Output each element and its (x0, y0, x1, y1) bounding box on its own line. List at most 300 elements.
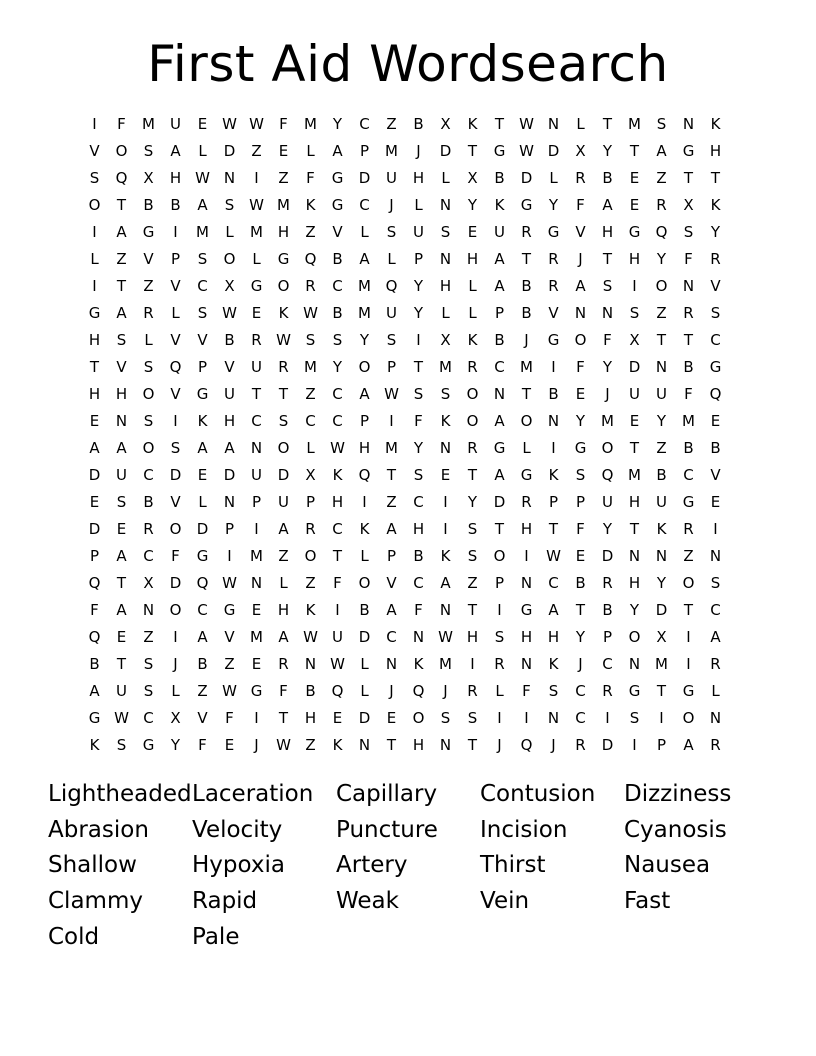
grid-letter[interactable]: O (277, 277, 290, 295)
grid-letter[interactable]: T (467, 142, 478, 160)
grid-letter[interactable]: D (439, 142, 452, 160)
grid-letter[interactable]: S (143, 142, 154, 160)
grid-letter[interactable]: L (387, 250, 396, 268)
grid-letter[interactable]: J (497, 736, 502, 754)
grid-letter[interactable]: C (710, 601, 721, 619)
grid-letter[interactable]: R (683, 520, 694, 538)
grid-letter[interactable]: G (331, 196, 344, 214)
grid-letter[interactable]: A (548, 601, 559, 619)
grid-letter[interactable]: C (332, 385, 343, 403)
grid-letter[interactable]: I (92, 223, 97, 241)
grid-letter[interactable]: B (683, 358, 694, 376)
grid-letter[interactable]: S (197, 304, 208, 322)
grid-letter[interactable]: Z (467, 574, 478, 592)
grid-letter[interactable]: J (443, 682, 448, 700)
grid-letter[interactable]: H (628, 574, 641, 592)
grid-letter[interactable]: G (574, 439, 587, 457)
grid-letter[interactable]: N (358, 736, 371, 754)
grid-letter[interactable]: H (115, 385, 128, 403)
grid-letter[interactable]: I (524, 547, 529, 565)
grid-letter[interactable]: X (224, 277, 235, 295)
grid-letter[interactable]: Q (331, 682, 344, 700)
grid-letter[interactable]: L (279, 574, 288, 592)
grid-letter[interactable]: N (655, 547, 668, 565)
grid-letter[interactable]: H (628, 250, 641, 268)
grid-letter[interactable]: B (683, 439, 694, 457)
grid-letter[interactable]: Z (305, 223, 316, 241)
grid-letter[interactable]: Z (305, 385, 316, 403)
grid-letter[interactable]: S (629, 304, 640, 322)
grid-letter[interactable]: Q (169, 358, 182, 376)
grid-letter[interactable]: E (251, 655, 262, 673)
grid-letter[interactable]: H (277, 223, 290, 241)
grid-letter[interactable]: V (143, 250, 154, 268)
grid-letter[interactable]: N (439, 196, 452, 214)
grid-letter[interactable]: M (655, 655, 668, 673)
grid-letter[interactable]: R (467, 682, 478, 700)
grid-letter[interactable]: K (548, 466, 559, 484)
grid-letter[interactable]: F (333, 574, 342, 592)
grid-letter[interactable]: K (710, 115, 721, 133)
grid-letter[interactable]: I (254, 709, 259, 727)
grid-letter[interactable]: I (227, 547, 232, 565)
grid-letter[interactable]: G (682, 682, 695, 700)
grid-letter[interactable]: M (385, 439, 398, 457)
grid-letter[interactable]: T (89, 358, 100, 376)
grid-letter[interactable]: E (440, 466, 451, 484)
grid-letter[interactable]: M (277, 196, 290, 214)
grid-letter[interactable]: A (359, 250, 370, 268)
grid-letter[interactable]: Y (413, 439, 424, 457)
grid-letter[interactable]: E (629, 169, 640, 187)
grid-letter[interactable]: B (494, 331, 505, 349)
grid-letter[interactable]: R (548, 250, 559, 268)
grid-letter[interactable]: H (628, 493, 641, 511)
grid-letter[interactable]: N (547, 115, 560, 133)
grid-letter[interactable]: T (494, 520, 505, 538)
grid-letter[interactable]: B (170, 196, 181, 214)
grid-letter[interactable]: A (224, 439, 235, 457)
grid-letter[interactable]: M (601, 412, 614, 430)
grid-letter[interactable]: M (250, 628, 263, 646)
grid-letter[interactable]: I (443, 493, 448, 511)
grid-letter[interactable]: K (710, 196, 721, 214)
grid-letter[interactable]: M (358, 277, 371, 295)
grid-letter[interactable]: D (277, 466, 290, 484)
grid-letter[interactable]: F (225, 709, 234, 727)
grid-letter[interactable]: P (494, 574, 505, 592)
grid-letter[interactable]: M (628, 466, 641, 484)
grid-letter[interactable]: L (711, 682, 720, 700)
grid-letter[interactable]: H (88, 385, 101, 403)
grid-letter[interactable]: R (251, 331, 262, 349)
grid-letter[interactable]: E (467, 223, 478, 241)
grid-letter[interactable]: N (601, 304, 614, 322)
grid-letter[interactable]: B (413, 115, 424, 133)
grid-letter[interactable]: E (575, 385, 586, 403)
grid-letter[interactable]: Z (278, 169, 289, 187)
grid-letter[interactable]: N (439, 601, 452, 619)
grid-letter[interactable]: Y (656, 574, 667, 592)
grid-letter[interactable]: R (467, 358, 478, 376)
grid-letter[interactable]: M (142, 115, 155, 133)
grid-letter[interactable]: C (548, 574, 559, 592)
grid-letter[interactable]: A (494, 277, 505, 295)
grid-letter[interactable]: J (173, 655, 178, 673)
grid-letter[interactable]: H (601, 223, 614, 241)
grid-letter[interactable]: P (602, 628, 613, 646)
grid-letter[interactable]: N (655, 358, 668, 376)
grid-letter[interactable]: F (576, 358, 585, 376)
grid-letter[interactable]: E (710, 493, 721, 511)
grid-letter[interactable]: L (252, 250, 261, 268)
grid-letter[interactable]: I (659, 709, 664, 727)
grid-letter[interactable]: N (628, 547, 641, 565)
grid-letter[interactable]: H (547, 628, 560, 646)
grid-letter[interactable]: S (440, 385, 451, 403)
grid-letter[interactable]: Z (656, 439, 667, 457)
grid-letter[interactable]: Y (656, 250, 667, 268)
grid-letter[interactable]: N (223, 493, 236, 511)
grid-letter[interactable]: Q (385, 277, 398, 295)
grid-letter[interactable]: S (710, 304, 721, 322)
grid-letter[interactable]: G (142, 736, 155, 754)
grid-letter[interactable]: W (384, 385, 399, 403)
grid-letter[interactable]: I (470, 655, 475, 673)
grid-letter[interactable]: H (277, 601, 290, 619)
grid-letter[interactable]: I (551, 439, 556, 457)
grid-letter[interactable]: A (89, 439, 100, 457)
grid-letter[interactable]: E (629, 196, 640, 214)
grid-letter[interactable]: Z (197, 682, 208, 700)
grid-letter[interactable]: A (656, 142, 667, 160)
grid-letter[interactable]: B (143, 493, 154, 511)
grid-letter[interactable]: V (332, 223, 343, 241)
grid-letter[interactable]: K (332, 736, 343, 754)
grid-letter[interactable]: N (520, 655, 533, 673)
grid-letter[interactable]: L (171, 682, 180, 700)
grid-letter[interactable]: A (278, 520, 289, 538)
grid-letter[interactable]: E (710, 412, 721, 430)
grid-letter[interactable]: S (656, 115, 667, 133)
grid-letter[interactable]: G (196, 547, 209, 565)
grid-letter[interactable]: K (278, 304, 289, 322)
grid-letter[interactable]: U (278, 493, 289, 511)
grid-letter[interactable]: J (389, 682, 394, 700)
grid-letter[interactable]: V (710, 466, 721, 484)
grid-letter[interactable]: O (223, 250, 236, 268)
grid-letter[interactable]: A (116, 601, 127, 619)
grid-letter[interactable]: T (683, 331, 694, 349)
grid-letter[interactable]: H (520, 628, 533, 646)
grid-letter[interactable]: T (629, 439, 640, 457)
grid-letter[interactable]: N (682, 277, 695, 295)
grid-letter[interactable]: N (439, 736, 452, 754)
grid-letter[interactable]: W (222, 682, 237, 700)
grid-letter[interactable]: T (386, 736, 397, 754)
grid-letter[interactable]: S (602, 277, 613, 295)
grid-letter[interactable]: Z (143, 628, 154, 646)
grid-letter[interactable]: I (92, 277, 97, 295)
grid-letter[interactable]: F (306, 169, 315, 187)
grid-letter[interactable]: N (412, 628, 425, 646)
grid-letter[interactable]: G (628, 682, 641, 700)
grid-letter[interactable]: N (439, 439, 452, 457)
grid-letter[interactable]: G (196, 385, 209, 403)
grid-letter[interactable]: S (143, 358, 154, 376)
grid-letter[interactable]: E (224, 736, 235, 754)
grid-letter[interactable]: R (278, 655, 289, 673)
grid-letter[interactable]: O (304, 547, 317, 565)
grid-letter[interactable]: L (522, 439, 531, 457)
grid-letter[interactable]: L (441, 169, 450, 187)
grid-letter[interactable]: U (602, 493, 613, 511)
grid-letter[interactable]: L (576, 115, 585, 133)
grid-letter[interactable]: B (521, 304, 532, 322)
grid-letter[interactable]: A (683, 736, 694, 754)
grid-letter[interactable]: L (360, 655, 369, 673)
grid-letter[interactable]: N (115, 412, 128, 430)
grid-letter[interactable]: Y (548, 196, 559, 214)
grid-letter[interactable]: Y (629, 601, 640, 619)
grid-letter[interactable]: P (359, 142, 370, 160)
grid-letter[interactable]: T (494, 115, 505, 133)
grid-letter[interactable]: F (684, 250, 693, 268)
grid-letter[interactable]: O (655, 277, 668, 295)
grid-letter[interactable]: Y (575, 412, 586, 430)
grid-letter[interactable]: E (251, 601, 262, 619)
grid-letter[interactable]: O (628, 628, 641, 646)
grid-letter[interactable]: X (170, 709, 181, 727)
grid-letter[interactable]: E (197, 466, 208, 484)
grid-letter[interactable]: T (116, 277, 127, 295)
grid-letter[interactable]: W (330, 439, 345, 457)
grid-letter[interactable]: R (710, 250, 721, 268)
grid-letter[interactable]: O (520, 412, 533, 430)
grid-letter[interactable]: B (413, 547, 424, 565)
grid-letter[interactable]: I (173, 223, 178, 241)
grid-letter[interactable]: M (250, 547, 263, 565)
grid-letter[interactable]: D (655, 601, 668, 619)
grid-letter[interactable]: Q (115, 169, 128, 187)
grid-letter[interactable]: Z (656, 169, 667, 187)
grid-letter[interactable]: N (547, 412, 560, 430)
grid-letter[interactable]: K (332, 466, 343, 484)
grid-letter[interactable]: R (683, 304, 694, 322)
grid-letter[interactable]: B (521, 277, 532, 295)
grid-letter[interactable]: W (222, 304, 237, 322)
grid-letter[interactable]: O (682, 709, 695, 727)
grid-letter[interactable]: J (578, 250, 583, 268)
grid-letter[interactable]: C (359, 196, 370, 214)
grid-letter[interactable]: U (251, 466, 262, 484)
grid-letter[interactable]: P (305, 493, 316, 511)
grid-letter[interactable]: G (88, 709, 101, 727)
grid-letter[interactable]: M (358, 304, 371, 322)
grid-letter[interactable]: L (360, 223, 369, 241)
grid-letter[interactable]: U (116, 466, 127, 484)
grid-letter[interactable]: H (466, 628, 479, 646)
grid-letter[interactable]: D (547, 142, 560, 160)
grid-letter[interactable]: S (332, 331, 343, 349)
grid-letter[interactable]: B (710, 439, 721, 457)
grid-letter[interactable]: U (332, 628, 343, 646)
grid-letter[interactable]: C (413, 493, 424, 511)
grid-letter[interactable]: X (143, 574, 154, 592)
grid-letter[interactable]: S (440, 709, 451, 727)
grid-letter[interactable]: F (279, 115, 288, 133)
grid-letter[interactable]: N (493, 385, 506, 403)
grid-letter[interactable]: S (116, 736, 127, 754)
grid-letter[interactable]: O (169, 601, 182, 619)
grid-letter[interactable]: A (386, 520, 397, 538)
grid-letter[interactable]: A (197, 628, 208, 646)
grid-letter[interactable]: Z (116, 250, 127, 268)
grid-letter[interactable]: G (520, 196, 533, 214)
grid-letter[interactable]: H (331, 493, 344, 511)
grid-letter[interactable]: X (629, 331, 640, 349)
grid-letter[interactable]: U (386, 169, 397, 187)
grid-letter[interactable]: F (171, 547, 180, 565)
grid-letter[interactable]: I (92, 115, 97, 133)
grid-letter[interactable]: C (386, 628, 397, 646)
grid-letter[interactable]: N (520, 574, 533, 592)
grid-letter[interactable]: G (547, 331, 560, 349)
grid-letter[interactable]: Z (683, 547, 694, 565)
grid-letter[interactable]: Y (602, 520, 613, 538)
grid-letter[interactable]: R (548, 277, 559, 295)
grid-letter[interactable]: H (520, 520, 533, 538)
grid-letter[interactable]: P (359, 412, 370, 430)
grid-letter[interactable]: C (143, 547, 154, 565)
grid-letter[interactable]: Z (278, 547, 289, 565)
grid-letter[interactable]: E (89, 493, 100, 511)
grid-letter[interactable]: G (88, 304, 101, 322)
grid-letter[interactable]: Y (413, 304, 424, 322)
grid-letter[interactable]: D (196, 520, 209, 538)
grid-letter[interactable]: G (331, 169, 344, 187)
grid-letter[interactable]: J (605, 385, 610, 403)
grid-letter[interactable]: I (524, 709, 529, 727)
grid-letter[interactable]: M (250, 223, 263, 241)
grid-letter[interactable]: A (440, 574, 451, 592)
grid-letter[interactable]: M (439, 358, 452, 376)
grid-letter[interactable]: L (225, 223, 234, 241)
grid-letter[interactable]: J (578, 655, 583, 673)
grid-letter[interactable]: R (575, 736, 586, 754)
grid-letter[interactable]: T (602, 115, 613, 133)
grid-letter[interactable]: G (142, 223, 155, 241)
grid-letter[interactable]: D (88, 466, 101, 484)
grid-letter[interactable]: K (89, 736, 100, 754)
grid-letter[interactable]: P (413, 250, 424, 268)
grid-letter[interactable]: N (223, 169, 236, 187)
grid-letter[interactable]: K (359, 520, 370, 538)
grid-letter[interactable]: J (254, 736, 259, 754)
grid-letter[interactable]: K (305, 601, 316, 619)
grid-letter[interactable]: B (548, 385, 559, 403)
grid-letter[interactable]: S (386, 223, 397, 241)
grid-letter[interactable]: B (332, 304, 343, 322)
grid-letter[interactable]: H (709, 142, 722, 160)
grid-letter[interactable]: N (250, 574, 263, 592)
grid-letter[interactable]: Y (575, 628, 586, 646)
grid-letter[interactable]: C (710, 331, 721, 349)
grid-letter[interactable]: V (386, 574, 397, 592)
grid-letter[interactable]: N (547, 709, 560, 727)
grid-letter[interactable]: C (575, 682, 586, 700)
grid-letter[interactable]: K (467, 115, 478, 133)
grid-letter[interactable]: I (389, 412, 394, 430)
grid-letter[interactable]: T (278, 385, 289, 403)
grid-letter[interactable]: I (173, 412, 178, 430)
grid-letter[interactable]: P (575, 493, 586, 511)
grid-letter[interactable]: X (440, 331, 451, 349)
grid-letter[interactable]: E (197, 115, 208, 133)
grid-letter[interactable]: Y (359, 331, 370, 349)
grid-letter[interactable]: U (386, 304, 397, 322)
grid-letter[interactable]: S (683, 223, 694, 241)
grid-letter[interactable]: W (303, 304, 318, 322)
grid-letter[interactable]: F (603, 331, 612, 349)
grid-letter[interactable]: T (548, 520, 559, 538)
grid-letter[interactable]: J (524, 331, 529, 349)
grid-letter[interactable]: I (254, 520, 259, 538)
grid-letter[interactable]: S (467, 709, 478, 727)
grid-letter[interactable]: Z (305, 574, 316, 592)
grid-letter[interactable]: H (358, 439, 371, 457)
grid-letter[interactable]: D (493, 493, 506, 511)
grid-letter[interactable]: D (358, 628, 371, 646)
grid-letter[interactable]: A (116, 547, 127, 565)
grid-letter[interactable]: L (441, 304, 450, 322)
grid-letter[interactable]: I (713, 520, 718, 538)
grid-letter[interactable]: W (195, 169, 210, 187)
grid-letter[interactable]: B (143, 196, 154, 214)
grid-letter[interactable]: K (305, 196, 316, 214)
grid-letter[interactable]: E (575, 547, 586, 565)
grid-letter[interactable]: G (682, 493, 695, 511)
grid-letter[interactable]: N (142, 601, 155, 619)
grid-letter[interactable]: S (89, 169, 100, 187)
grid-letter[interactable]: M (385, 142, 398, 160)
grid-letter[interactable]: S (386, 331, 397, 349)
grid-letter[interactable]: X (683, 196, 694, 214)
grid-letter[interactable]: U (224, 385, 235, 403)
grid-letter[interactable]: Q (196, 574, 209, 592)
grid-letter[interactable]: Q (304, 250, 317, 268)
grid-letter[interactable]: B (602, 169, 613, 187)
grid-letter[interactable]: T (116, 655, 127, 673)
grid-letter[interactable]: P (656, 736, 667, 754)
grid-letter[interactable]: Z (224, 655, 235, 673)
grid-letter[interactable]: F (414, 601, 423, 619)
grid-letter[interactable]: Z (251, 142, 262, 160)
grid-letter[interactable]: S (143, 412, 154, 430)
grid-letter[interactable]: T (629, 520, 640, 538)
grid-letter[interactable]: A (359, 385, 370, 403)
grid-letter[interactable]: K (656, 520, 667, 538)
grid-letter[interactable]: F (522, 682, 531, 700)
grid-letter[interactable]: T (656, 331, 667, 349)
grid-letter[interactable]: F (414, 412, 423, 430)
grid-letter[interactable]: T (656, 682, 667, 700)
grid-letter[interactable]: L (360, 682, 369, 700)
grid-letter[interactable]: E (89, 412, 100, 430)
grid-letter[interactable]: K (440, 412, 451, 430)
grid-letter[interactable]: I (686, 655, 691, 673)
grid-letter[interactable]: L (144, 331, 153, 349)
